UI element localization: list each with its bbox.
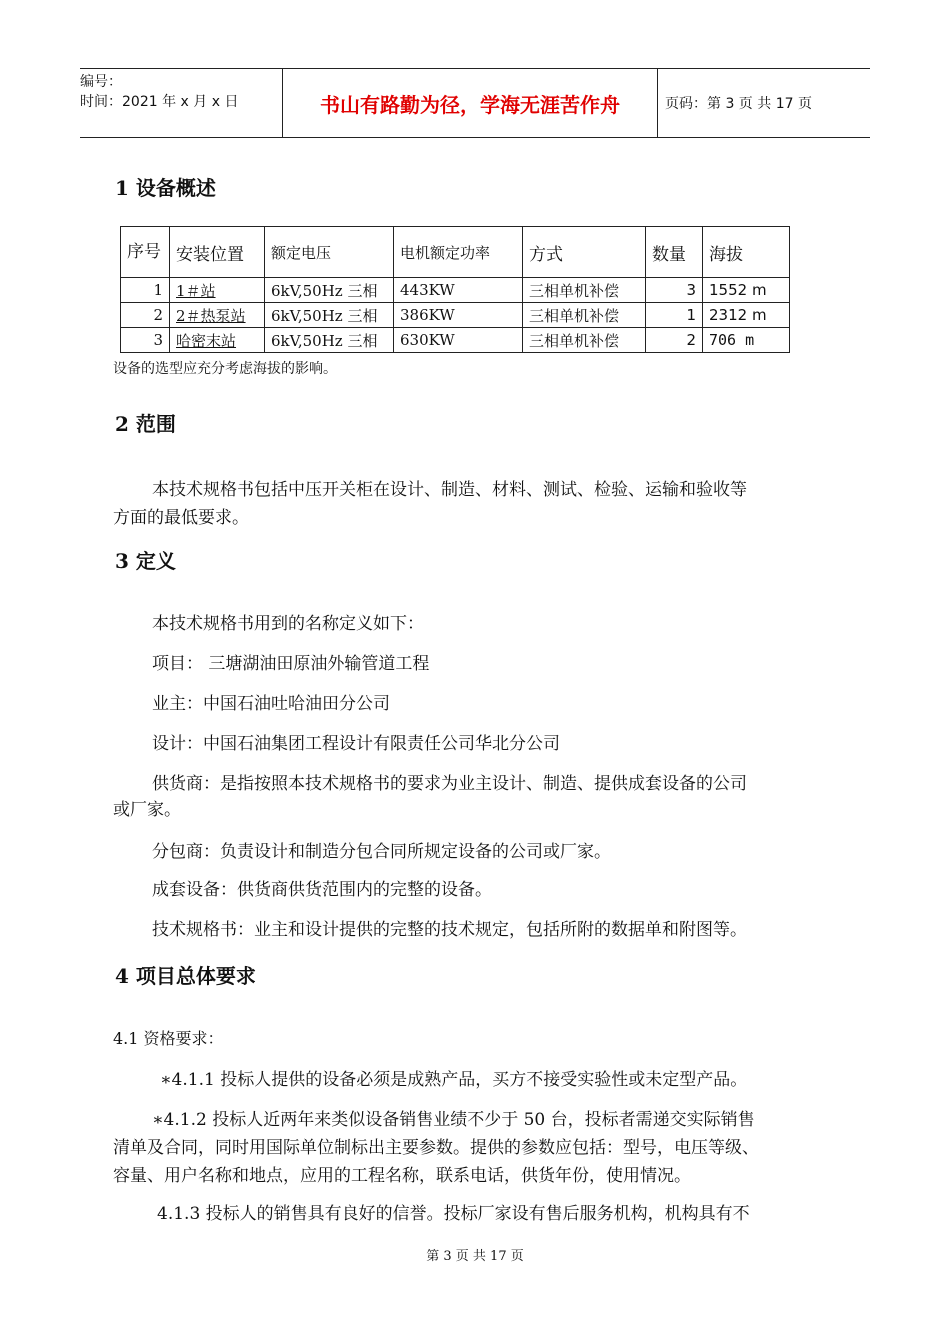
header-cell: 安装位置 [170,227,265,278]
cell-voltage: 6kV,50Hz 三相 [265,303,394,328]
cell-quantity: 3 [646,278,703,303]
cell-location: 2＃热泵站 [170,303,265,328]
header-cell: 电机额定功率 [394,227,523,278]
definition-design: 设计：中国石油集团工程设计有限责任公司华北分公司 [152,734,560,754]
cell-mode: 三相单机补偿 [523,303,646,328]
requirement-4-1-1: ∗4.1.1 投标人提供的设备必须是成熟产品，买方不接受实验性或未定型产品。 [160,1070,748,1090]
definitions-intro: 本技术规格书用到的名称定义如下： [152,614,424,634]
definition-supplier-line-1: 供货商：是指按照本技术规格书的要求为业主设计、制造、提供成套设备的公司 [152,774,747,794]
cell-quantity: 1 [646,303,703,328]
table-row [121,328,790,353]
requirement-4-1: 4.1 资格要求： [113,1029,224,1048]
cell-voltage: 6kV,50Hz 三相 [265,278,394,303]
cell-location: 1＃站 [170,278,265,303]
definition-subcontractor: 分包商：负责设计和制造分包合同所规定设备的公司或厂家。 [152,842,611,862]
requirement-4-1-2-line-3: 容量、用户名称和地点，应用的工程名称，联系电话，供货年份，使用情况。 [113,1166,691,1186]
page-footer: 第 3 页 共 17 页 [426,1249,524,1264]
cell-altitude: 2312 m [703,303,790,328]
cell-index: 2 [121,303,170,328]
header-left-cell [80,69,282,140]
time-label: 时间：2021 年 x 月 x 日 [80,94,239,110]
requirement-4-1-3: 4.1.3 投标人的销售具有良好的信誉。投标厂家设有售后服务机构，机构具有不 [157,1204,750,1224]
requirement-4-1-2-line-1: ∗4.1.2 投标人近两年来类似设备销售业绩不少于 50 台，投标者需递交实际销售 [152,1110,755,1130]
header-cell: 海拔 [703,227,790,278]
table-note: 设备的选型应充分考虑海拔的影响。 [113,361,337,377]
table-header-row [121,227,790,278]
cell-index: 3 [121,328,170,353]
page-header [80,68,870,138]
cell-power: 386KW [394,303,523,328]
section-title-2: 2 范围 [115,412,176,436]
section-title-3: 3 定义 [115,549,176,573]
header-cell: 额定电压 [265,227,394,278]
definition-equipment: 成套设备：供货商供货范围内的完整的设备。 [152,880,492,900]
definition-supplier-line-2: 或厂家。 [113,800,181,820]
scope-line-1: 本技术规格书包括中压开关柜在设计、制造、材料、测试、检验、运输和验收等 [152,480,747,500]
requirement-4-1-2-line-2: 清单及合同，同时用国际单位制标出主要参数。提供的参数应包括：型号，电压等级、 [113,1138,759,1158]
cell-mode: 三相单机补偿 [523,328,646,353]
cell-altitude: 1552 m [703,278,790,303]
header-cell: 方式 [523,227,646,278]
definition-owner: 业主：中国石油吐哈油田分公司 [152,694,390,714]
header-cell: 序号 [121,227,170,278]
scope-line-2: 方面的最低要求。 [113,508,249,528]
definition-project: 项目： 三塘湖油田原油外输管道工程 [152,654,430,674]
cell-power: 630KW [394,328,523,353]
cell-power: 443KW [394,278,523,303]
table-row [121,303,790,328]
code-label: 编号： [80,74,122,90]
section-title-1: 1 设备概述 [115,176,216,200]
page-info: 页码：第 3 页 共 17 页 [665,96,812,112]
cell-altitude: 706 m [703,328,790,353]
definition-spec: 技术规格书：业主和设计提供的完整的技术规定，包括所附的数据单和附图等。 [152,920,747,940]
equipment-table [120,226,790,353]
motto: 书山有路勤为径，学海无涯苦作舟 [282,69,658,137]
section-title-4: 4 项目总体要求 [115,964,256,988]
table-row [121,278,790,303]
cell-index: 1 [121,278,170,303]
cell-voltage: 6kV,50Hz 三相 [265,328,394,353]
cell-location: 哈密末站 [170,328,265,353]
header-cell: 数量 [646,227,703,278]
cell-quantity: 2 [646,328,703,353]
cell-mode: 三相单机补偿 [523,278,646,303]
